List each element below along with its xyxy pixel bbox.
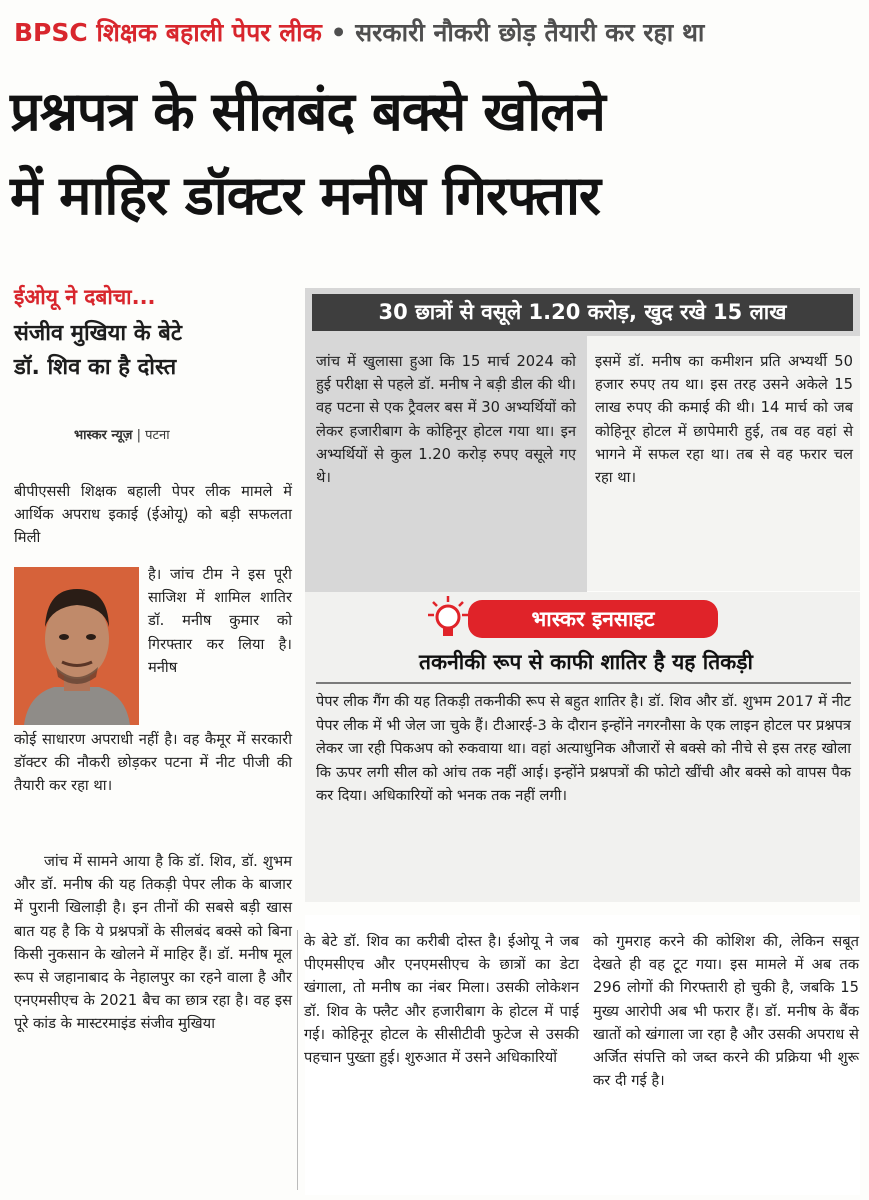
subbar-heading: 30 छात्रों से वसूले 1.20 करोड़, खुद रखे 15 लाख: [312, 294, 853, 331]
kicker-bullet: •: [330, 18, 347, 47]
kicker-brand: BPSC शिक्षक बहाली पेपर लीक: [14, 18, 322, 47]
main-headline: [10, 70, 860, 238]
byline-sep: |: [136, 428, 141, 443]
insight-title: तकनीकी रूप से काफी शातिर है यह तिकड़ी: [419, 650, 753, 674]
portrait-photo: [14, 567, 139, 725]
subhead-line-1: संजीव मुखिया के बेटे: [14, 321, 182, 346]
col1-para1-top: बीपीएससी शिक्षक बहाली पेपर लीक मामले में आर्थिक अपराध इकाई (ईओयू) को बड़ी सफलता मिली: [14, 483, 292, 547]
lower-col3-text: को गुमराह करने की कोशिश की, लेकिन सबूत देखते ही वह टूट गया। इस मामले में अब तक 296 लोगों की गिरफ्तारी हो चुकी है, जबकि 15 मुख्य आरोपी अब भी फरार हैं। डॉ. मनीष के बैंक खातों को खंगाला जा रहा है और उसकी अपराध से अर्जित संपत्ति को जब्त करने की प्रक्रिया भी शुरू कर दी गई है।: [593, 933, 859, 1090]
byline: [74, 425, 274, 443]
kicker-sub: सरकारी नौकरी छोड़ तैयारी कर रहा था: [355, 18, 705, 47]
portrait-illustration: [14, 567, 139, 725]
insight-badge: भास्कर इनसाइट: [468, 600, 718, 638]
byline-place: पटना: [145, 428, 170, 443]
col1-para2: जांच में सामने आया है कि डॉ. शिव, डॉ. शुभम और डॉ. मनीष की यह तिकड़ी पेपर लीक के बाजार में पुरानी खिलाड़ी है। इन तीनों की सबसे बड़ी खास बात यह है कि ये प्रश्नपत्रों के सीलबंद बक्से को बिना किसी नुकसान के खोलने में माहिर हैं। डॉ. मनीष मूल रूप से जहानाबाद के नेहालपुर का रहने वाला है और एनएमसीएच के 2021 बैच का छात्र रहा है। वह इस पूरे कांड के मास्टरमाइंड संजीव मुखिया: [14, 853, 292, 1033]
kicker-line: [14, 10, 859, 56]
headline-line-1: प्रश्नपत्र के सीलबंद बक्से खोलने: [10, 80, 605, 143]
byline-source: भास्कर न्यूज़: [74, 428, 133, 443]
subhead-line-2: डॉ. शिव का है दोस्त: [14, 355, 177, 380]
col2-text: जांच में खुलासा हुआ कि 15 मार्च 2024 को हुई परीक्षा से पहले डॉ. मनीष ने बड़ी डील की थी। वह पटना से एक ट्रैवलर बस में 30 अभ्यर्थियों को लेकर हजारीबाग के कोहिनूर होटल गया था। इन अभ्यर्थियों से कुल 1.20 करोड़ रुपए वसूले गए थे।: [316, 353, 576, 487]
col1-para1-bottom: कोई साधारण अपराधी नहीं है। वह कैमूर में सरकारी डॉक्टर की नौकरी छोड़कर पटना में नीट पीजी की तैयारी कर रहा था।: [14, 731, 292, 795]
lower-col2-text: के बेटे डॉ. शिव का करीबी दोस्त है। ईओयू ने जब पीएमसीएच और एनएमसीएच के छात्रों का डेटा खंगाला, तो मनीष का नंबर मिला। उसकी लोकेशन डॉ. शिव के फ्लैट और हजारीबाग के होटल में पाई गई। कोहिनूर होटल के सीसीटीवी फुटेज से उसकी पहचान पुख्ता हुई। शुरुआत में उसने अधिकारियों: [304, 933, 579, 1067]
column-divider: [297, 930, 298, 1190]
insight-text: पेपर लीक गैंग की यह तिकड़ी तकनीकी रूप से बहुत शातिर है। डॉ. शिव और डॉ. शुभम 2017 में नीट पेपर लीक में भी जेल जा चुके हैं। टीआरई-3 के दौरान इन्होंने नगरनौसा के एक लाइन होटल पर प्रश्नपत्र लेकर जा रही पिकअप को रुकवाया था। वहां अत्याधुनिक औजारों से बक्से को नीचे से इस तरह खोला कि ऊपर लगी सील को आंच तक नहीं आई। इन्होंने प्रश्नपत्रों की फोटो खींची और बक्से को वापस पैक कर दिया। अधिकारियों को भनक तक नहीं लगी।: [316, 693, 851, 805]
col1-para1-side: है। जांच टीम ने इस पूरी साजिश में शामिल शातिर डॉ. मनीष कुमार को गिरफ्तार कर लिया है। मनीष: [148, 566, 292, 676]
subhead-black: [14, 317, 294, 385]
col3-text: इसमें डॉ. मनीष का कमीशन प्रति अभ्यर्थी 50 हजार रुपए तय था। इस तरह उसने अकेले 15 लाख रुपए की कमाई की थी। 14 मार्च को जब कोहिनूर होटल में छापेमारी हुई, तब वह वहां से भागने में सफल रहा था। तब से वह फरार चल रहा था।: [595, 353, 853, 487]
insight-divider: [316, 682, 851, 684]
subhead-red: ईओयू ने दबोचा...: [14, 285, 156, 309]
bulb-icon: [428, 595, 468, 641]
headline-line-2: में माहिर डॉक्टर मनीष गिरफ्तार: [10, 164, 601, 227]
